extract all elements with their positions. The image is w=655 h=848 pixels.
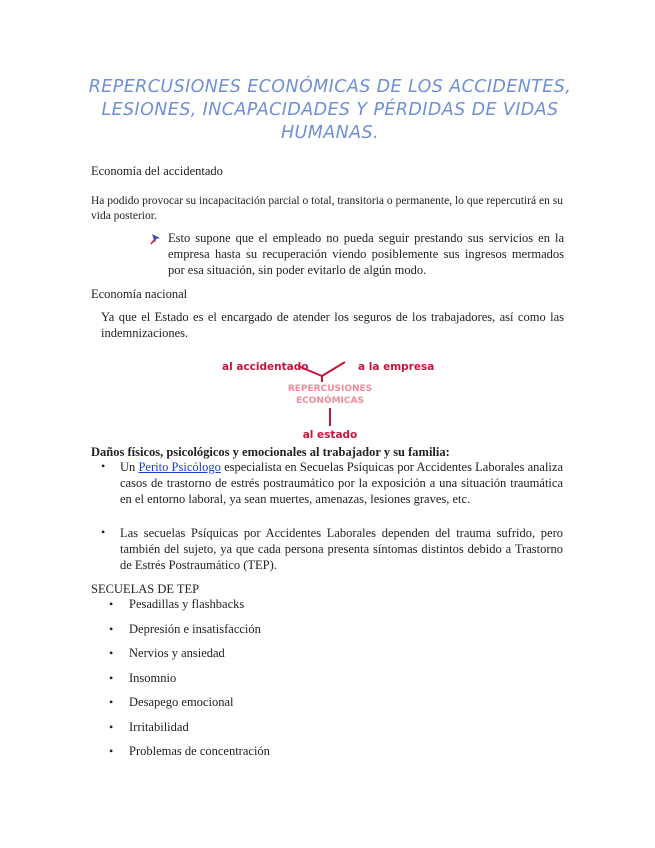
pushpin-bullet-icon xyxy=(150,232,162,244)
bullet-dot: • xyxy=(109,744,114,758)
bullet-dot: • xyxy=(101,525,106,539)
danos-item-1-text: especialista en Secuelas Psíquicas por Accidentes Laborales analiza casos de trastorno de estrés postraumático por la exposición a una situación traumática en el entorno laboral, ya sean muertes, amenazas, lesiones graves, etc. xyxy=(120,460,563,506)
danos-item-1-prefix: Un xyxy=(120,460,136,474)
nacional-paragraph: Ya que el Estado es el encargado de atender los seguros de los trabajadores, así como las indemnizaciones. xyxy=(101,310,564,340)
page-title: REPERCUSIONES ECONÓMICAS DE LOS ACCIDENTES, LESIONES, INCAPACIDADES Y PÉRDIDAS DE VIDAS HUMANAS. xyxy=(88,77,572,143)
bullet-dot: • xyxy=(101,459,106,473)
danos-heading: Daños físicos, psicológicos y emocionales al trabajador y su familia: xyxy=(91,445,450,459)
section-heading-nacional: Economía nacional xyxy=(91,287,188,301)
secuela-item: Depresión e insatisfacción xyxy=(129,622,261,636)
secuela-item: Irritabilidad xyxy=(129,720,189,734)
danos-item-1 xyxy=(120,459,563,507)
bullet-dot: • xyxy=(109,720,114,734)
accidentado-bullet-text: Esto supone que el empleado no pueda seguir prestando sus servicios en la empresa hasta su recuperación viendo posiblemente sus ingresos mermados por esa situación, sin poder evitarlo de algún modo. xyxy=(168,231,564,277)
diagram-right-label: a la empresa xyxy=(358,361,435,373)
section-heading-accidentado: Economía del accidentado xyxy=(91,164,223,178)
perito-psicologo-link[interactable]: Perito Psicólogo xyxy=(138,460,221,474)
accidentado-paragraph: Ha podido provocar su incapacitación parcial o total, transitoria o permanente, lo que repercutirá en su vida posterior. xyxy=(91,195,563,222)
diagram-left-label: al accidentado xyxy=(222,361,309,373)
secuela-item: Problemas de concentración xyxy=(129,744,270,758)
bullet-dot: • xyxy=(109,671,114,685)
diagram-center-line2: ECONÓMICAS xyxy=(296,396,364,406)
diagram-bottom-label: al estado xyxy=(302,429,358,441)
repercusiones-diagram xyxy=(210,352,450,442)
bullet-dot: • xyxy=(109,622,114,636)
secuela-item: Desapego emocional xyxy=(129,695,234,709)
secuela-item: Pesadillas y flashbacks xyxy=(129,597,245,611)
bullet-dot: • xyxy=(109,695,114,709)
bullet-dot: • xyxy=(109,646,114,660)
diagram-center-line1: REPERCUSIONES xyxy=(287,384,373,394)
secuelas-heading: SECUELAS DE TEP xyxy=(91,582,200,596)
secuela-item: Insomnio xyxy=(129,671,177,685)
secuela-item: Nervios y ansiedad xyxy=(129,646,225,660)
bullet-dot: • xyxy=(109,597,114,611)
danos-item-2: Las secuelas Psíquicas por Accidentes Laborales dependen del trauma sufrido, pero también del sujeto, ya que cada persona presenta síntomas distintos debido a Trastorno de Estrés Postraumático (TEP). xyxy=(120,526,563,572)
